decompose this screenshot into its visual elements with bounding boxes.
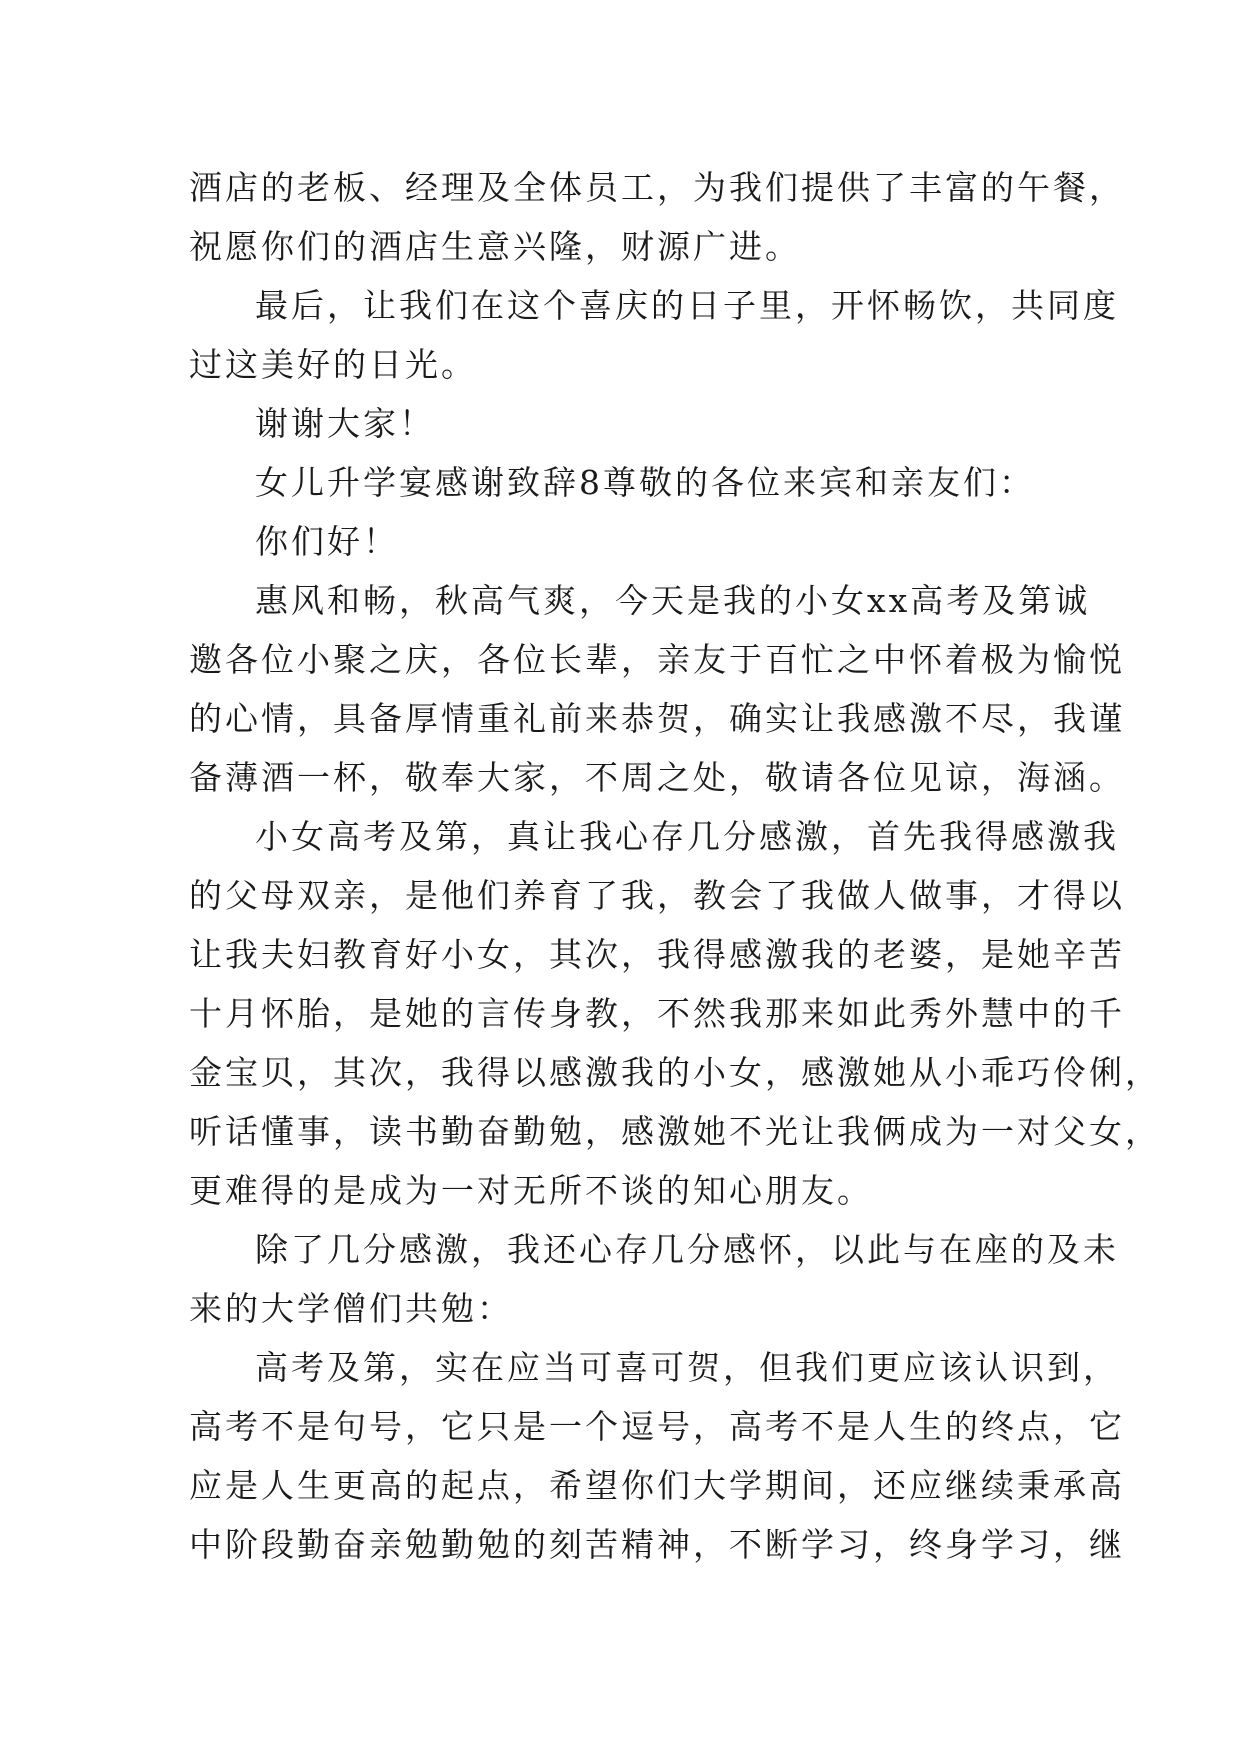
text-line: 祝愿你们的酒店生意兴隆，财源广进。 — [189, 227, 801, 266]
text-line: 十月怀胎，是她的言传身教，不然我那来如此秀外慧中的千 — [189, 994, 1125, 1033]
text-line: 除了几分感激，我还心存几分感怀，以此与在座的及未 — [255, 1230, 1119, 1269]
text-line: 最后，让我们在这个喜庆的日子里，开怀畅饮，共同度 — [255, 286, 1119, 325]
text-line: 应是人生更高的起点，希望你们大学期间，还应继续秉承高 — [189, 1466, 1125, 1505]
text-line: 谢谢大家！ — [255, 404, 435, 443]
text-line: 小女高考及第，真让我心存几分感激，首先我得感激我 — [255, 817, 1119, 856]
text-line: 来的大学僧们共勉： — [189, 1289, 513, 1328]
text-line: 你们好！ — [255, 522, 399, 561]
text-line: 高考及第，实在应当可喜可贺，但我们更应该认识到， — [255, 1348, 1119, 1387]
text-line: 中阶段勤奋亲勉勤勉的刻苦精神，不断学习，终身学习，继 — [189, 1525, 1125, 1564]
text-line: 备薄酒一杯，敬奉大家，不周之处，敬请各位见谅，海涵。 — [189, 758, 1125, 797]
text-line: 听话懂事，读书勤奋勤勉，感激她不光让我俩成为一对父女， — [189, 1112, 1161, 1151]
body-text — [189, 158, 1161, 1574]
text-line: 让我夫妇教育好小女，其次，我得感激我的老婆，是她辛苦 — [189, 935, 1125, 974]
text-line: 女儿升学宴感谢致辞8尊敬的各位来宾和亲友们： — [255, 463, 1035, 502]
text-line: 的心情，具备厚情重礼前来恭贺，确实让我感激不尽，我谨 — [189, 699, 1125, 738]
text-line: 惠风和畅，秋高气爽，今天是我的小女xx高考及第诚 — [255, 581, 1091, 620]
text-line: 高考不是句号，它只是一个逗号，高考不是人生的终点，它 — [189, 1407, 1125, 1446]
text-line: 的父母双亲，是他们养育了我，教会了我做人做事，才得以 — [189, 876, 1125, 915]
text-line: 邀各位小聚之庆，各位长辈，亲友于百忙之中怀着极为愉悦 — [189, 640, 1125, 679]
text-line: 酒店的老板、经理及全体员工，为我们提供了丰富的午餐， — [189, 168, 1125, 207]
text-line: 金宝贝，其次，我得以感激我的小女，感激她从小乖巧伶俐， — [189, 1053, 1161, 1092]
text-line: 过这美好的日光。 — [189, 345, 477, 384]
text-line: 更难得的是成为一对无所不谈的知心朋友。 — [189, 1171, 873, 1210]
